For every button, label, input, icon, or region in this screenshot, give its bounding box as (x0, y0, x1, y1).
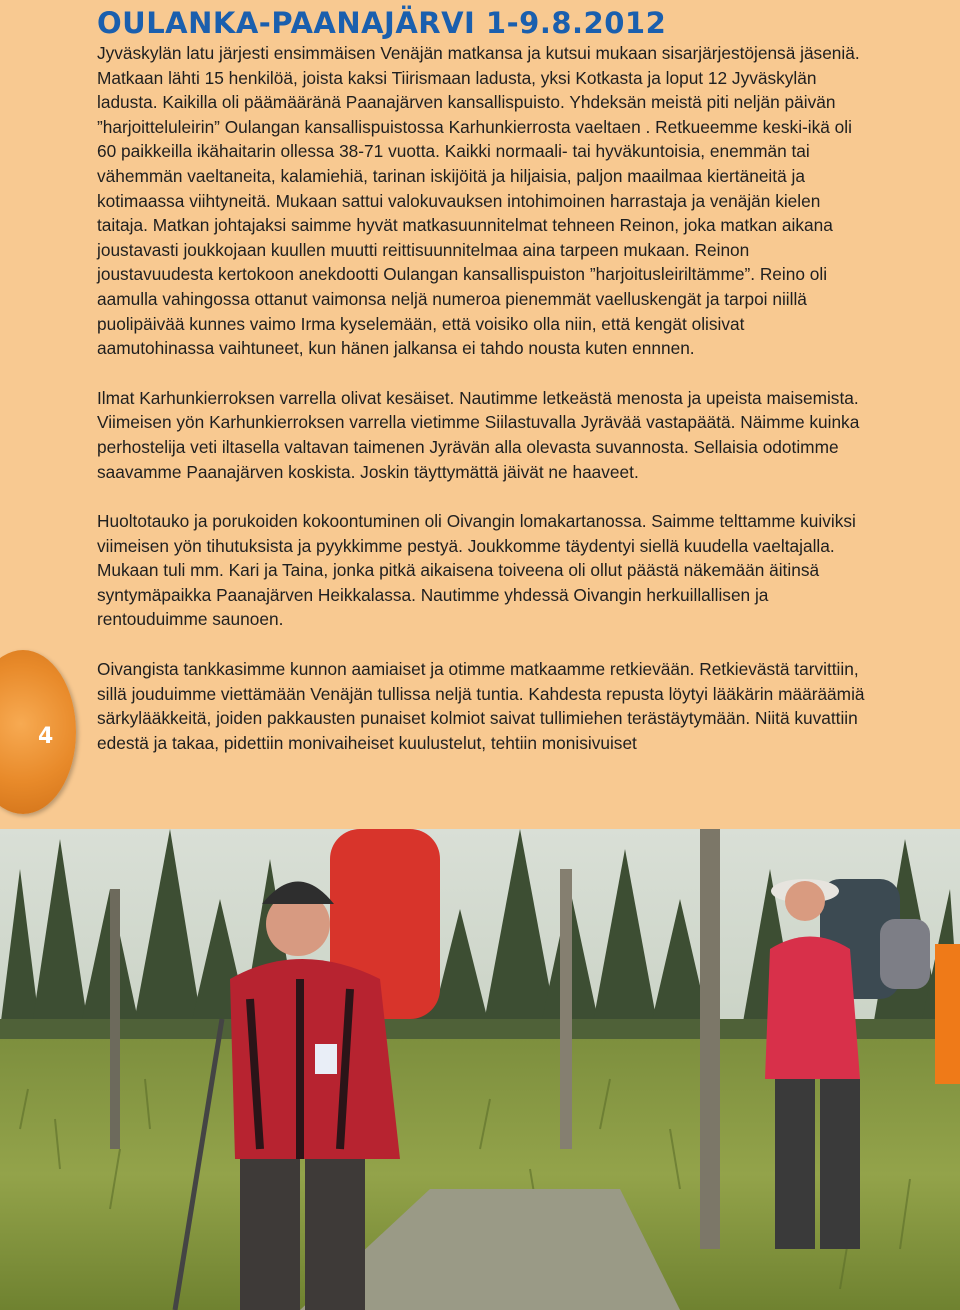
paragraph-3: Huoltotauko ja porukoiden kokoontuminen oli Oivangin lomakartanossa. Saimme telttamme kuiviksi viimeisen yön tihutuksista ja pyykkimme pestyä. Joukkomme täydentyi siellä kuudella vaeltajalla. Mukaan tuli mm. Kari ja Taina, jonka pitkä aikaisena toiveena oli ollut päästä näkemään äitinsä syntymäpaikka Paanajärven Heikkalassa. Nautimme yhdessä Oivangin herkuillallisen ja rentouduimme saunoen. (97, 511, 856, 630)
hiker-edge (935, 944, 960, 1084)
page-number: 4 (38, 724, 54, 749)
paragraph-2: Ilmat Karhunkierroksen varrella olivat kesäiset. Nautimme letkeästä menosta ja upeista maisemista. Viimeisen yön Karhunkierroksen varrella vietimme Siilastuvalla Jyrävää vastapäätä. Näimme kuinka perhostelija veti iltasella valtavan taimenen Jyrävän alla olevasta suvannosta. Sellaisia odotimme saavamme Paanajärven koskista. Joskin täyttymättä jäivät ne haaveet. (97, 387, 860, 482)
article-title: OULANKA-PAANAJÄRVI 1-9.8.2012 (97, 6, 667, 40)
paragraph-4: Oivangista tankkasimme kunnon aamiaiset ja otimme matkaamme retkievään. Retkievästä tarvittiin, sillä jouduimme viettämään Venäjän tullissa neljä tuntia. Kahdesta repusta löytyi lääkärin määräämiä särkylääkkeitä, joiden pakkausten punaiset kolmiot saivat tullimiehen terästäytymään. Niitä kuvattiin edestä ja takaa, pidettiin monivaiheiset kuulustelut, tehtiin monisivuiset (97, 659, 865, 753)
hikers-photo-illustration (0, 829, 960, 1310)
paragraph-1: Jyväskylän latu järjesti ensimmäisen Venäjän matkansa ja kutsui mukaan sisarjärjestöjensä jäseniä. Matkaan lähti 15 henkilöä, joista kaksi Tiirismaan ladusta, yksi Kotkasta ja loput 12 Jyväskylän ladusta. Kaikilla oli päämääränä Paanajärven kansallispuisto. Yhdeksän meistä piti neljän päivän ”harjoitteluleirin” Oulangan kansallispuistossa Karhunkierrosta vaeltaen . Retkueemme keski-ikä oli 60 paikkeilla ikähaitarin ollessa 38-71 vuotta. Kaikki normaali- tai hyväkuntoisia, enemmän tai vähemmän vaeltaneita, kalamiehiä, tarinan iskijöitä ja hiljaisia, paljon maailmaa kiertäneitä ja kotimaassa viihtyneitä. Mukaan sattui valokuvauksen intohimoinen harrastaja ja venäjän kielen taitaja. Matkan johtajaksi saimme hyvät matkasuunnitelmat tehneen Reinon, joka matkan aikana joustavasti joukkojaan kuullen muutti reittisuunnitelmaa aina tarpeen mukaan. Reinon joustavuudesta kertokoon anekdootti Oulangan kansallispuiston ”harjoitusleiriltämme”. Reino oli aamulla vahingossa ottanut vaimonsa neljä numeroa pienemmät vaelluskengät ja tarpoi niillä puolipäivää kunnes vaimo Irma kyselemään, että voisiko olla niin, että kengät olisivat aamutohinassa vaihtuneet, kun hänen jalkansa ei tahdo nousta kuten ennnen. (97, 43, 860, 359)
hikers-photo (0, 829, 960, 1310)
article-body (97, 41, 865, 780)
